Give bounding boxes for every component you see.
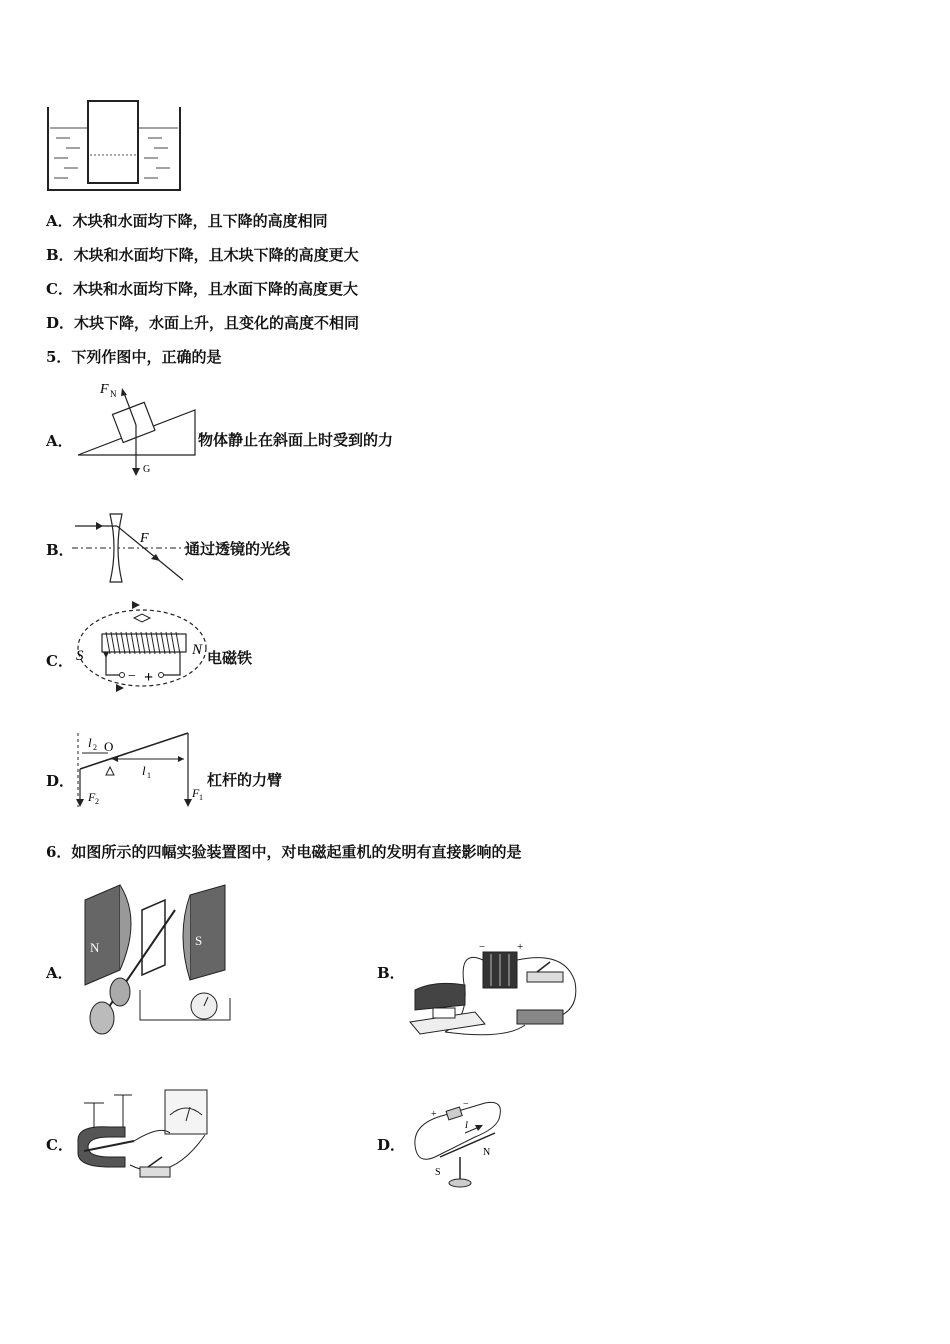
q4-option-d: D．木块下降，水面上升，且变化的高度不相同 bbox=[46, 314, 360, 332]
magnet-n-label: N bbox=[90, 940, 100, 955]
beaker-figure bbox=[40, 95, 190, 195]
q6-option-a-label: A． bbox=[46, 964, 73, 982]
pole-n-label: N bbox=[192, 642, 203, 658]
focus-f-label: F bbox=[140, 531, 149, 546]
force-f1-symbol: F bbox=[192, 786, 200, 800]
force-f2-symbol: F bbox=[88, 790, 96, 804]
q5-option-a-label: A． bbox=[46, 432, 73, 450]
battery-d-plus: + bbox=[431, 1109, 437, 1120]
q4-option-c: C．木块和水面均下降，且水面下降的高度更大 bbox=[46, 280, 358, 298]
arm-l1-symbol: l bbox=[142, 763, 146, 778]
q5-option-a-caption: 物体静止在斜面上时受到的力 bbox=[198, 431, 394, 449]
q6-option-c-label: C． bbox=[46, 1136, 73, 1154]
force-f2-subscript: 2 bbox=[95, 797, 99, 806]
current-i-label: I bbox=[465, 1120, 468, 1130]
pole-s-label: S bbox=[76, 648, 84, 664]
induction-meter-figure bbox=[70, 1085, 220, 1185]
generator-figure bbox=[80, 880, 235, 1040]
battery-d-minus: − bbox=[463, 1099, 469, 1110]
fulcrum-o-label: O bbox=[104, 739, 114, 754]
oersted-figure bbox=[405, 1095, 515, 1190]
q4-option-a: A．木块和水面均下降，且下降的高度相同 bbox=[46, 212, 328, 230]
force-g-symbol: G bbox=[143, 464, 151, 475]
motor-circuit-figure bbox=[405, 940, 585, 1040]
q5-option-d-label: D． bbox=[46, 772, 75, 790]
arm-l2-symbol: l bbox=[88, 735, 92, 750]
needle-n-label: N bbox=[483, 1147, 491, 1158]
needle-s-label: S bbox=[435, 1167, 441, 1178]
q5-option-c-caption: 电磁铁 bbox=[207, 649, 253, 667]
lens-ray-figure bbox=[70, 510, 190, 585]
arm-l2-subscript: 2 bbox=[93, 743, 97, 752]
q4-option-b: B．木块和水面均下降，且木块下降的高度更大 bbox=[46, 246, 359, 264]
q5-stem: 5．下列作图中，正确的是 bbox=[46, 348, 222, 366]
q6-option-d-label: D． bbox=[377, 1136, 406, 1154]
battery-minus-label: − bbox=[128, 669, 136, 684]
q5-option-b-label: B． bbox=[46, 541, 74, 559]
electromagnet-figure bbox=[72, 598, 212, 693]
magnet-s-label: S bbox=[195, 933, 203, 948]
q6-option-b-label: B． bbox=[377, 964, 405, 982]
battery-b-plus: + bbox=[517, 941, 524, 953]
lever-figure bbox=[70, 725, 210, 810]
q6-stem: 6．如图所示的四幅实验装置图中，对电磁起重机的发明有直接影响的是 bbox=[46, 843, 522, 861]
incline-force-figure bbox=[70, 375, 200, 480]
battery-plus-label: + bbox=[144, 669, 154, 686]
force-fn-symbol: F bbox=[100, 382, 109, 397]
q5-option-b-caption: 通过透镜的光线 bbox=[185, 540, 291, 558]
arm-l1-subscript: 1 bbox=[147, 771, 151, 780]
force-f1-subscript: 1 bbox=[199, 793, 203, 802]
battery-b-minus: − bbox=[479, 941, 486, 953]
force-fn-subscript: N bbox=[110, 389, 117, 399]
q5-option-d-caption: 杠杆的力臂 bbox=[207, 771, 283, 789]
q5-option-c-label: C． bbox=[46, 652, 73, 670]
